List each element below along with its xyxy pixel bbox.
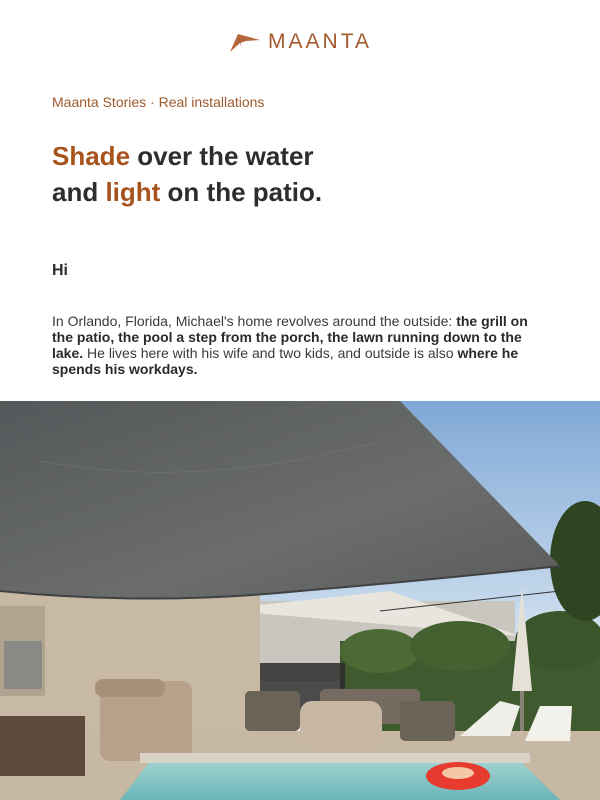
sail-logo-icon — [228, 30, 262, 54]
headline — [52, 138, 322, 210]
eyebrow-label: Maanta Stories · Real installations — [52, 94, 265, 110]
intro-text-1: In Orlando, Florida, Michael's home revolves around the outside: — [52, 313, 457, 329]
intro-bold-2: where he spends his workdays. — [52, 345, 519, 377]
hero-image[interactable] — [0, 401, 600, 800]
brand-logo[interactable] — [228, 30, 372, 54]
headline-line2-rest: on the patio. — [160, 177, 323, 207]
intro-paragraph — [52, 313, 542, 377]
intro-text-2: He lives here with his wife and two kids, and outside is also — [83, 345, 458, 361]
headline-line2-pre: and — [52, 177, 106, 207]
headline-accent-light: light — [105, 177, 161, 207]
headline-line1-rest: over the water — [130, 141, 314, 171]
headline-accent-shade: Shade — [52, 141, 131, 171]
brand-logo-text: MAANTA — [268, 30, 372, 53]
email-header — [0, 0, 600, 84]
intro-bold-1: the grill on the patio, the pool a step from the porch, the lawn running down to the lake. — [52, 313, 528, 361]
greeting: Hi — [52, 262, 68, 279]
hero-illustration — [0, 401, 600, 800]
